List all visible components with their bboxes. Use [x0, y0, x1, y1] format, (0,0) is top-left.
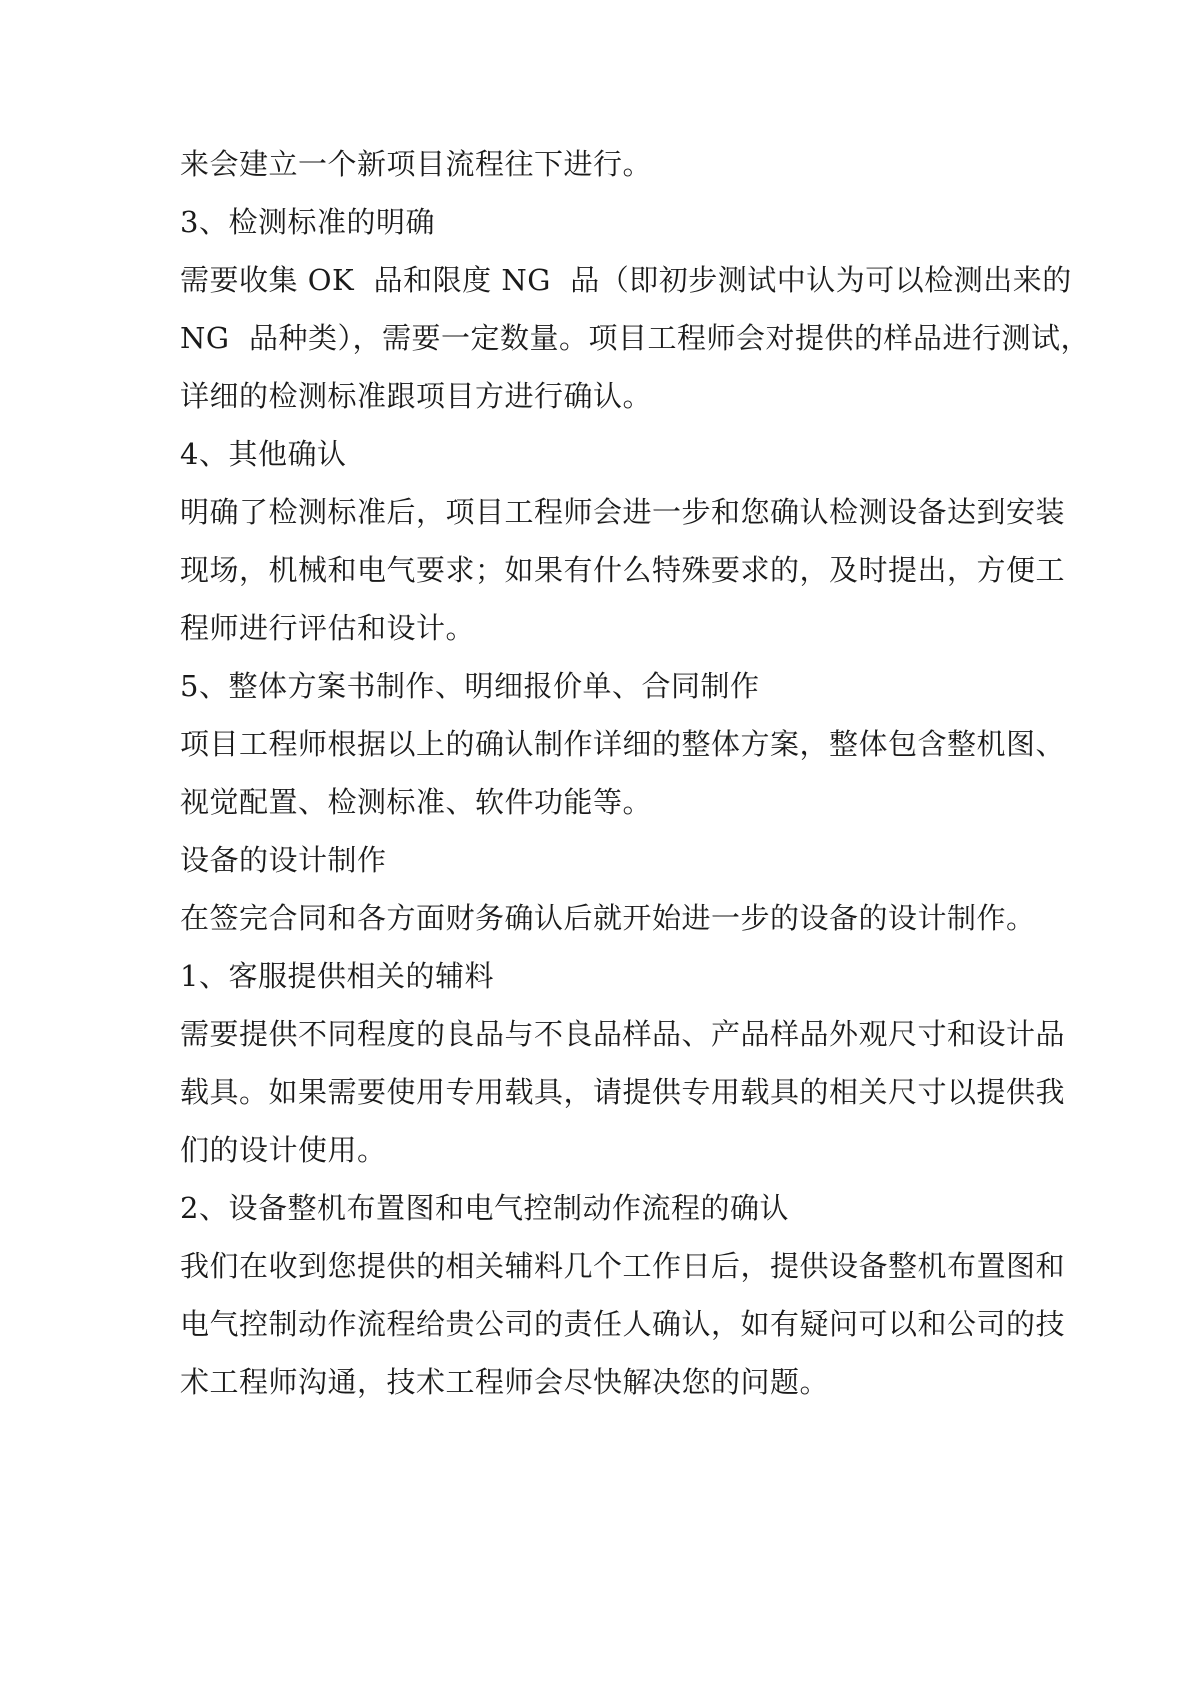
section-heading: 3、检测标准的明确	[180, 205, 435, 239]
text-line: 电气控制动作流程给贵公司的责任人确认，如有疑问可以和公司的技	[180, 1307, 1066, 1341]
section-heading: 2、设备整机布置图和电气控制动作流程的确认	[180, 1191, 789, 1225]
text-line: 载具。如果需要使用专用载具，请提供专用载具的相关尺寸以提供我	[180, 1075, 1066, 1109]
section-heading: 1、客服提供相关的辅料	[180, 959, 494, 993]
text-line: 明确了检测标准后，项目工程师会进一步和您确认检测设备达到安装	[180, 495, 1066, 529]
text-line: 详细的检测标准跟项目方进行确认。	[180, 379, 653, 413]
text-line: 来会建立一个新项目流程往下进行。	[180, 147, 653, 181]
text-line: 们的设计使用。	[180, 1133, 387, 1167]
section-heading: 4、其他确认	[180, 437, 347, 471]
text-line: 项目工程师根据以上的确认制作详细的整体方案，整体包含整机图、	[180, 727, 1066, 761]
text-line: 视觉配置、检测标准、软件功能等。	[180, 785, 653, 819]
text-line: 现场，机械和电气要求；如果有什么特殊要求的，及时提出，方便工	[180, 553, 1066, 587]
text-line: 我们在收到您提供的相关辅料几个工作日后，提供设备整机布置图和	[180, 1249, 1066, 1283]
text-line: 程师进行评估和设计。	[180, 611, 476, 645]
text-line: 需要收集 OK 品和限度 NG 品（即初步测试中认为可以检测出来的	[180, 263, 1072, 297]
text-line: 需要提供不同程度的良品与不良品样品、产品样品外观尺寸和设计品	[180, 1017, 1066, 1051]
text-line: 在签完合同和各方面财务确认后就开始进一步的设备的设计制作。	[180, 901, 1036, 935]
text-line: 术工程师沟通，技术工程师会尽快解决您的问题。	[180, 1365, 830, 1399]
section-heading: 5、整体方案书制作、明细报价单、合同制作	[180, 669, 760, 703]
text-line: NG 品种类），需要一定数量。项目工程师会对提供的样品进行测试，	[180, 321, 1090, 355]
chapter-heading: 设备的设计制作	[180, 843, 387, 877]
